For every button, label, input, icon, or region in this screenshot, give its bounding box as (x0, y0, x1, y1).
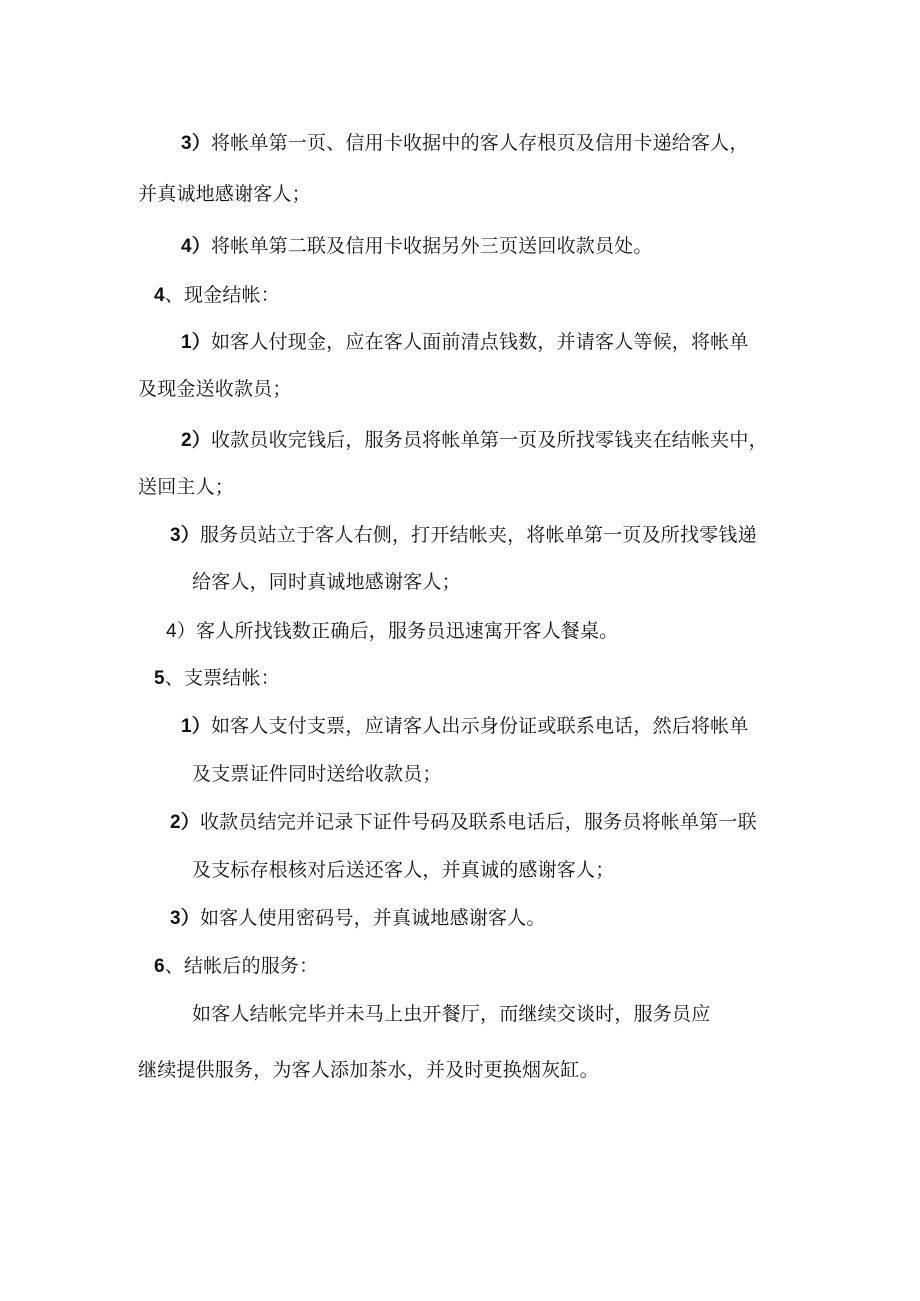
item-number: 2） (170, 812, 200, 833)
paragraph-line (138, 475, 234, 499)
line-text: 并真诚地感谢客人； (138, 183, 311, 205)
line-text: 及支票证件同时送给收款员； (192, 763, 442, 785)
paragraph-line (181, 234, 653, 259)
paragraph-line (138, 1058, 599, 1082)
paragraph-line (170, 810, 757, 835)
line-text: 给客人，同时真诚地感谢客人； (192, 571, 461, 593)
section-heading (154, 283, 280, 308)
line-text: 继续提供服务，为客人添加茶水，并及时更换烟灰缸。 (138, 1059, 599, 1081)
line-text: 如客人支付支票，应请客人出示身份证或联系电话，然后将帐单 (210, 715, 749, 737)
section-number: 6 (154, 956, 165, 977)
paragraph-line (192, 570, 461, 594)
line-text: 、现金结帐： (164, 284, 280, 306)
section-number: 4 (154, 285, 165, 306)
paragraph-line (170, 523, 757, 548)
section-number: 5 (154, 668, 165, 689)
line-text: 送回主人； (138, 476, 235, 498)
section-heading (154, 954, 318, 979)
line-text: 如客人使用密码号，并真诚地感谢客人。 (199, 907, 546, 929)
paragraph-line (192, 1002, 710, 1026)
paragraph-line (166, 619, 618, 644)
line-text: 、结帐后的服务： (164, 955, 319, 977)
item-number: 1） (181, 716, 211, 737)
paragraph-line (192, 858, 614, 882)
item-number: 3） (170, 908, 200, 929)
line-text: 服务员站立于客人右侧，打开结帐夹，将帐单第一页及所找零钱递 (199, 524, 757, 546)
item-number: 3） (170, 525, 200, 546)
line-text: 将帐单第一页、信用卡收据中的客人存根页及信用卡递给客人， (210, 132, 749, 154)
item-number: 1） (181, 332, 211, 353)
line-text: 收款员收完钱后，服务员将帐单第一页及所找零钱夹在结帐夹中， (210, 429, 768, 451)
line-text: 如客人结帐完毕并未马上虫开餐厅，而继续交谈时，服务员应 (192, 1003, 711, 1025)
line-text: 如客人付现金，应在客人面前清点钱数，并请客人等候，将帐单 (210, 331, 749, 353)
paragraph-line (170, 906, 546, 931)
line-text: ）客人所找钱数正确后，服务员迅速寓开客人餐桌。 (176, 620, 619, 642)
section-heading (154, 666, 280, 691)
paragraph-line (181, 428, 768, 453)
item-number: 4 (166, 621, 177, 642)
paragraph-line (181, 330, 749, 355)
paragraph-line (192, 762, 442, 786)
line-text: 、支票结帐： (164, 667, 280, 689)
line-text: 收款员结完并记录下证件号码及联系电话后，服务员将帐单第一联 (199, 811, 757, 833)
paragraph-line (138, 377, 292, 401)
line-text: 及现金送收款员； (138, 378, 292, 400)
item-number: 2） (181, 430, 211, 451)
paragraph-line (181, 131, 749, 156)
item-number: 4） (181, 236, 211, 257)
item-number: 3） (181, 133, 211, 154)
line-text: 将帐单第二联及信用卡收据另外三页送回收款员处。 (210, 235, 653, 257)
paragraph-line (181, 714, 749, 739)
paragraph-line (138, 182, 311, 206)
line-text: 及支标存根核对后送还客人，并真诚的感谢客人； (192, 859, 615, 881)
